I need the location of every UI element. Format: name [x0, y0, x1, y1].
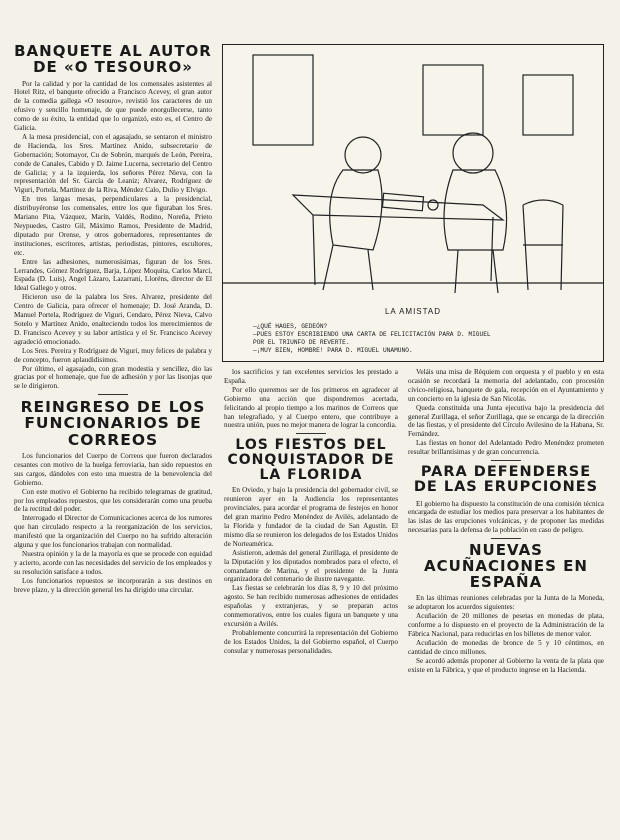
paragraph: Las fiestas en honor del Adelantado Pedro Menéndez prometen resultar brillantísimas y de gran concurrencia.: [408, 439, 604, 457]
divider: [296, 433, 326, 434]
paragraph: Las fiestas se celebrarán los días 8, 9 y 10 del próximo agosto. Se han recibido numerosas adhesiones de entidades españolas y extranjeras, y se preparan actos conmemorativos, entre los cuales figura un banquete y una excursión a Avilés.: [224, 584, 398, 628]
caption-line: POR EL TRIUNFO DE REVERTE.: [253, 339, 350, 346]
headline-acunaciones: NUEVAS ACUÑACIONES EN ESPAÑA: [424, 541, 588, 591]
article-erupciones-body: [408, 500, 604, 536]
paragraph: Acuñación de monedas de bronce de 5 y 10 céntimos, en cantidad de cinco millones.: [408, 638, 604, 656]
figure-left-body: [330, 170, 382, 250]
paragraph: Se acordó además proponer al Gobierno la venta de la plata que existe en la Fábrica, y que el producto ingrese en la Hacienda.: [408, 656, 604, 674]
article-reingreso-body: [14, 452, 212, 595]
paragraph: Con este motivo el Gobierno ha recibido telegramas de gratitud, por los empleados repuestos, que les considerarán como una prueba de la rectitud del poder.: [14, 487, 212, 514]
divider: [491, 460, 521, 461]
figure-right-body: [444, 170, 507, 250]
paragraph: En Oviedo, y bajo la presidencia del gobernador civil, se reunieron ayer en la Audiencia los representantes provinciales, para acordar el programa de festejos en honor del gran marino Pedro Menéndez de Avilés, adelantado de la Florida y fundador de la ciudad de San Agustín. El mismo día se reunieron los delegados de los Estados Unidos de Norteamérica.: [224, 486, 398, 548]
headline-fiestas: LOS FIESTOS DEL CONQUISTADOR DE LA FLORIDA: [227, 437, 395, 483]
paragraph: En tres largas mesas, perpendiculares a la presidencial, distribuyéronse los comensales, entre los que figuraban los Sres. Mariano Pita, Vázquez, Marín, Valdés, Rodino, Noreña, Prieto Neypuedes, Castro Gil, Máximo Ramos, Presidente de Madrid, diputado por Orense, y otros gobernadores, representantes de instituciones, escritores, artistas, periodistas, pintores, escultores, etc.: [14, 195, 212, 257]
chair: [523, 200, 563, 290]
paragraph: Los Sres. Pereira y Rodríguez de Viguri, muy felices de palabra y de concepto, fueron aplaudidísimos.: [14, 346, 212, 364]
paragraph: Acuñación de 20 millones de pesetas en monedas de plata, conforme a lo dispuesto en el proyecto de la Administración de la Fábrica Nacional, para reducirlas en los billetes de menor valor.: [408, 612, 604, 638]
divider: [491, 538, 521, 539]
cartoon-title: LA AMISTAD: [384, 307, 442, 316]
paragraph: Por la calidad y por la cantidad de los comensales asistentes al Hotel Ritz, el banquete ofrecido a Francisco Acevey, el gran autor de la comedia gallega «O tesouro», revistió los caracteres de un efusivo y sencillo homenaje, de que puede enorgullecerse, tanto como de su éxito, la entidad que lo organizó, esto es, el Centro de Galicia.: [14, 79, 212, 133]
paragraph: Los funcionarios repuestos se incorporarán a sus destinos en breve plazo, y la dirección general les ha dirigido una circular.: [14, 576, 212, 594]
left-column: [14, 44, 212, 595]
paragraph: Por ello queremos ser de los primeros en agradecer al Gobierno una acción que dispondremos acertada, felicitando al propio tiempo a los marinos de Correos que han telegrafiado, y al Cuerpo entero, que contribuye a nuestra unión, pues no mejor manera de lograr la concordia.: [224, 385, 398, 430]
desk-leg: [491, 217, 493, 281]
wall-calendar: [423, 65, 483, 135]
caption-line: —¡MUY BIEN, HOMBRE! PARA D. MIGUEL UNAMUNO.: [253, 347, 413, 354]
paragraph: Entre las adhesiones, numerosísimas, figuran de los Sres. Lerrandes, Gómez Rodríguez, Barja, López Moquita, Carlos Marcí, Espada (D. Luis), Angel Lázaro, Lazarrani, Lloréns, director de El Ideal Gallego y otros.: [14, 257, 212, 293]
inkwell: [428, 200, 438, 210]
caption-line: —¿QUÉ HAGES, GEDEÓN?: [253, 323, 328, 330]
paragraph: Los funcionarios del Cuerpo de Correos que fueron declarados cesantes con motivo de la huelga ferroviaria, han sido repuestos en sus cargos, dándoles con esto una muestra de la benevolencia del Gobierno.: [14, 452, 212, 487]
paragraph: Interrogado el Director de Comunicaciones acerca de los rumores que han circulado respecto a la reorganización de los servicios, manifestó que la organización del Cuerpo no ha sufrido alteración alguna y que los funcionarios trabajan con normalidad.: [14, 514, 212, 550]
paragraph: Por último, el agasajado, con gran modestia y sencillez, dio las gracias por el homenaje, que fue de adhesión y por las lisonjas que se le dirigieron.: [14, 364, 212, 391]
window: [523, 75, 573, 135]
desk-leg: [313, 215, 315, 285]
cartoon-caption: [253, 323, 583, 355]
right-intro-body: [408, 368, 604, 457]
middle-intro-body: [224, 368, 398, 430]
cartoon-illustration: [222, 44, 604, 362]
desk-top: [293, 195, 503, 220]
paragraph: los sacrificios y tan excelentes servicios les prestado a España.: [224, 368, 398, 385]
right-column: [408, 368, 604, 675]
paragraph: A la mesa presidencial, con el agasajado, se sentaron el ministro de Hacienda, los Sres. Martínez Anido, subsecretario de Gobernación; Sotomayor, Cu de Sobrón, marqués de León, Pereira, conde de Canales, Cabido y D. Jaime Lucerna, secretario del Centro de Galicia; y a la izquierda, los señores Pérez Nieva, con la representación del Sr. García de Leaniz; Alvarez, Rodríguez de Viguri, Portela, Martínez de la Riva, Méndez Calo, Dulio y Elvigo.: [14, 132, 212, 195]
headline-erupciones: PARA DEFENDERSE DE LAS ERUPCIONES: [413, 464, 599, 496]
paragraph: Veláis una misa de Réquiem con orquesta y el pueblo y en esta ocasión se recordará la memoria del adelantado, con procesión cívico-religiosa, banquete de gala, recepción en el Ayuntamiento y un concierto en la iglesia de San Nicolás.: [408, 368, 604, 403]
picture-frame: [253, 55, 313, 145]
headline-reingreso: REINGRESO DE LOS FUNCIONARIOS DE CORREOS: [20, 398, 206, 449]
paragraph: Nuestra opinión y la de la mayoría es que se procede con equidad y acierto, acorde con las necesidades del servicio de los empleados y su resolución satisface a todos.: [14, 549, 212, 576]
paragraph: Hicieron uso de la palabra los Sres. Alvarez, presidente del Centro de Galicia, para ofrecer el homenaje; D. José Aranda, D. Manuel Portela, Rodríguez de Viguri, Cendaro, Pérez Nieva, Calvo Sotelo y Martínez Anido, enalteciendo todos los merecimientos de D. Francisco Acevey y su labor artística y el Sr. Francisco Acevey agradeció emocionado.: [14, 293, 212, 346]
figure-right-head: [453, 133, 493, 173]
middle-column: [224, 368, 398, 656]
paragraph: El gobierno ha dispuesto la constitución de una comisión técnica encargada de estudiar los medios para preservar a los habitantes de las islas de las erupciones volcánicas, y de proponer las medidas necesarias para la defensa de la población en caso de peligro.: [408, 499, 604, 535]
article-acunaciones-body: [408, 594, 604, 674]
paragraph: En las últimas reuniones celebradas por la Junta de la Moneda, se adoptaron los acuerdos siguientes:: [408, 594, 604, 612]
article-banquete-body: [14, 80, 212, 392]
article-fiestas-body: [224, 486, 398, 655]
paragraph: Queda constituida una Junta ejecutiva bajo la presidencia del general Zurillaga, el señor Zurillaga, que se encarga de la dirección de las fiestas, y el presidente del Círculo Avilesino de la Habana, Sr. Fernández.: [408, 403, 604, 439]
caption-line: —PUES ESTOY ESCRIBIENDO UNA CARTA DE FELICITACIÓN PARA D. MIGUEL: [253, 331, 491, 338]
paragraph: Asistieron, además del general Zurillaga, el presidente de la Diputación y los diputados nombrados para el efecto, el comandante de Marina, y el presidente de la Junta organizadora del centenario de ilustre navegante.: [224, 548, 398, 584]
divider: [98, 394, 128, 395]
figure-left-head: [345, 137, 381, 173]
paragraph: Probablemente concurrirá la representación del Gobierno de los Estados Unidos, la del Gobierno español, el Cuerpo consular y numerosas personalidades.: [224, 628, 398, 655]
headline-banquete: BANQUETE AL AUTOR DE «O TESOURO»: [14, 42, 212, 76]
